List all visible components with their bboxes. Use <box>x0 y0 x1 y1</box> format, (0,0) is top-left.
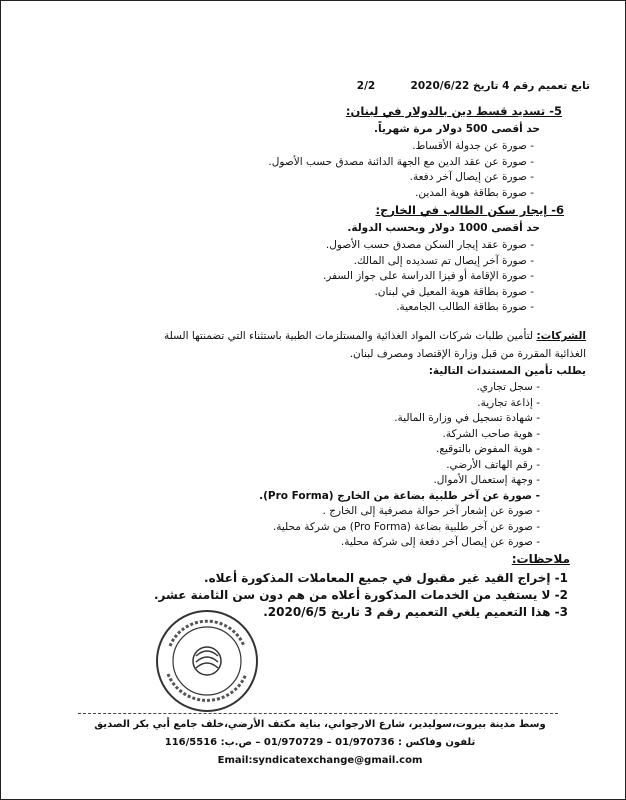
list-item: - صورة عن جدولة الأقساط. <box>412 140 534 152</box>
notes-title: ملاحظات: <box>511 552 570 566</box>
list-item: - سجل تجاري. <box>476 381 540 393</box>
list-item: - صورة عن عقد الدين مع الجهة الدائنة مصدق حسب الأصول. <box>268 155 534 168</box>
footer-address: وسط مدينة بيروت،سوليدير، شارع الارجواني، بناية مكتف الأرضي،خلف جامع أبي بكر الصديق <box>94 719 546 730</box>
list-item: - صورة عن آخر طلبية بضاعة (Pro Forma) من شركة محلية. <box>272 520 540 533</box>
list-item: - وجهة إستعمال الأموال. <box>433 474 540 486</box>
list-item: - صورة عقد إيجار السكن مصدق حسب الأصول. <box>325 239 534 251</box>
item-6 <box>64 203 564 217</box>
item-5 <box>62 104 562 118</box>
item-5-list <box>268 139 534 201</box>
list-item: - صورة بطاقة هوية المدين. <box>415 186 534 199</box>
notes-section <box>512 552 570 566</box>
companies-list <box>259 380 540 551</box>
companies-intro-text: لتأمين طلبات شركات المواد الغذائية والمستلزمات الطبية باستثناء التي تضمنتها السلة <box>163 330 534 342</box>
circular-ref: تابع تعميم رقم 4 تاريخ 2020/6/22 <box>410 80 590 92</box>
footer-email: Email:syndicatexchange@gmail.com <box>217 755 423 766</box>
item-5-title: 5- تسديد قسط دين بالدولار في لبنان: <box>345 104 562 118</box>
item-5-limit: حد أقصى 500 دولار مرة شهرياً. <box>374 123 540 135</box>
footer-divider <box>78 713 558 714</box>
companies-label: الشركات: <box>536 330 586 342</box>
list-item: - صورة عن إشعار آخر حوالة مصرفية إلى الخارج . <box>322 505 540 517</box>
page-number: 2/2 <box>356 80 376 92</box>
list-item: - صورة بطاقة الطالب الجامعية. <box>396 301 534 313</box>
list-item: - صورة الإقامة أو فيزا الدراسة على جواز السفر. <box>322 270 534 282</box>
list-item: - رقم الهاتف الأرضي. <box>446 458 540 471</box>
list-item: - صورة بطاقة هوية المعيل في لبنان. <box>374 285 534 298</box>
list-item: - شهادة تسجيل في وزارة المالية. <box>394 412 540 424</box>
list-item: - هوية المفوض بالتوقيع. <box>436 443 540 455</box>
list-item: - صورة عن إيصال آخر دفعة إلى شركة محلية. <box>340 536 540 548</box>
companies-intro-line-2: الغذائية المقررة من قبل وزارة الإقتصاد ومصرف لبنان. <box>349 348 586 360</box>
companies-intro-line-3: يطلب تأمين المستندات التالية: <box>428 365 586 377</box>
item-6-title: 6- إيجار سكن الطالب في الخارج: <box>375 203 564 217</box>
list-item: - صورة عن إيصال آخر دفعة. <box>409 171 534 183</box>
note-item: 1- إخراج القيد غير مقبول في جميع المعاملات المذكورة أعلاه. <box>204 571 568 585</box>
circular-header <box>357 80 590 92</box>
note-item: 3- هذا التعميم يلغي التعميم رقم 3 تاريخ 2020/6/5. <box>263 605 568 619</box>
list-item: - هوية صاحب الشركة. <box>442 427 540 440</box>
list-item: - إذاعة تجارية. <box>477 396 540 409</box>
item-6-list <box>323 238 534 316</box>
note-item: 2- لا يستفيد من الخدمات المذكورة أعلاه من هم دون سن الثامنة عشر. <box>154 588 568 602</box>
list-item: - صورة آخر إيصال تم تسديده إلى المالك. <box>353 254 534 267</box>
list-item: - صورة عن آخر طلبية بضاعة من الخارج (Pro Forma). <box>259 489 540 502</box>
footer-phone: تلفون وفاكس : 01/970736 – 01/970729 – ص.ب: 116/5516 <box>164 737 476 748</box>
stamp-seal-icon <box>152 606 262 716</box>
item-6-limit: حد أقصى 1000 دولار وبحسب الدولة. <box>347 222 540 234</box>
companies-intro-line-1 <box>164 330 586 342</box>
